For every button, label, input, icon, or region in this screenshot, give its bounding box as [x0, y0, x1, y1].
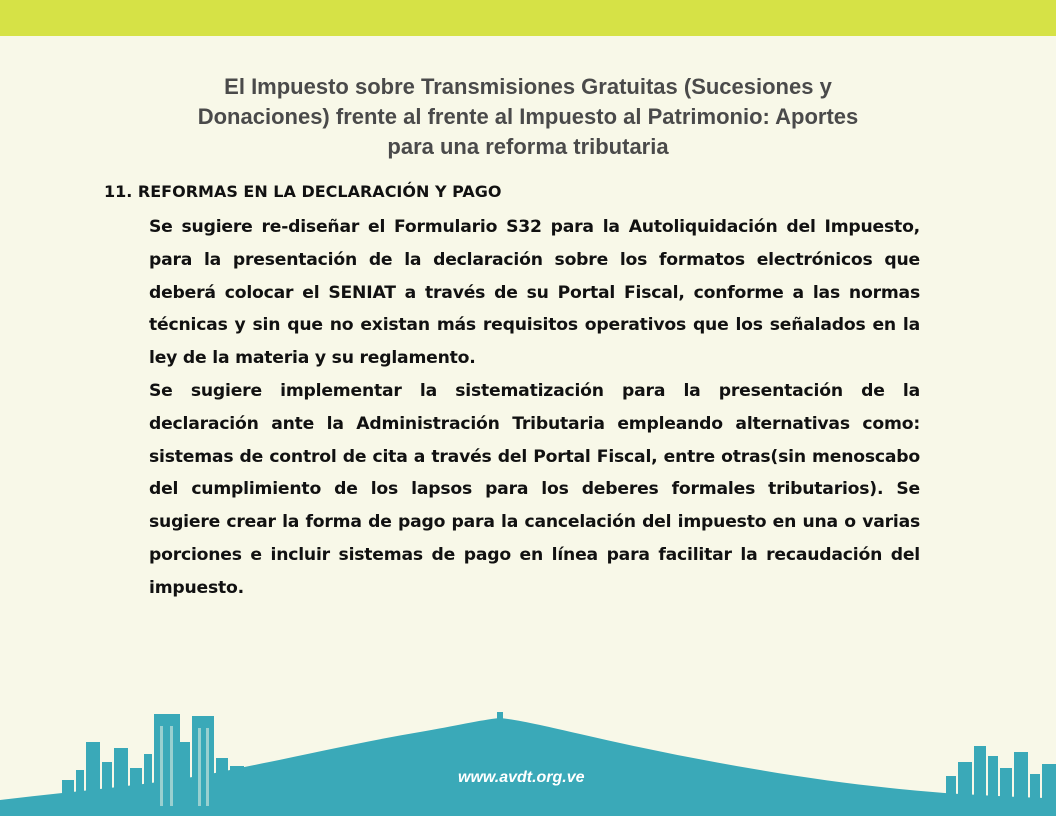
slide-title: El Impuesto sobre Transmisiones Gratuitas (Sucesiones y Donaciones) frente al frente al Impuesto al Patrimonio: Aportes para una reforma tributaria — [197, 74, 859, 159]
city-skyline-illustration — [0, 690, 1056, 816]
paragraph-systematization: Se sugiere implementar la sistematización para la presentación de la declaración ante la Administración Tributaria empleando alternativas como: sistemas de control de cita a través del Portal Fiscal, entre otras(sin menoscabo del cumplimiento de los lapsos para los deberes formales tributarios). Se sugiere crear la forma de pago para la cancelación del impuesto en una o varias porciones e incluir sistemas de pago en línea para facilitar la recaudación del impuesto. — [149, 380, 920, 598]
body-text — [149, 211, 920, 605]
section-heading: 11. REFORMAS EN LA DECLARACIÓN Y PAGO — [104, 182, 502, 201]
footer-website-link[interactable]: www.avdt.org.ve — [458, 769, 585, 786]
antenna — [497, 712, 503, 722]
top-accent-bar — [0, 0, 1056, 36]
paragraph-redesign-form: Se sugiere re-diseñar el Formulario S32 para la Autoliquidación del Impuesto, para la presentación de la declaración sobre los formatos electrónicos que deberá colocar el SENIAT a través de su Portal Fiscal, conforme a las normas técnicas y sin que no existan más requisitos operativos que los señalados en la ley de la materia y su reglamento. — [149, 217, 920, 369]
right-buildings — [946, 746, 1056, 816]
